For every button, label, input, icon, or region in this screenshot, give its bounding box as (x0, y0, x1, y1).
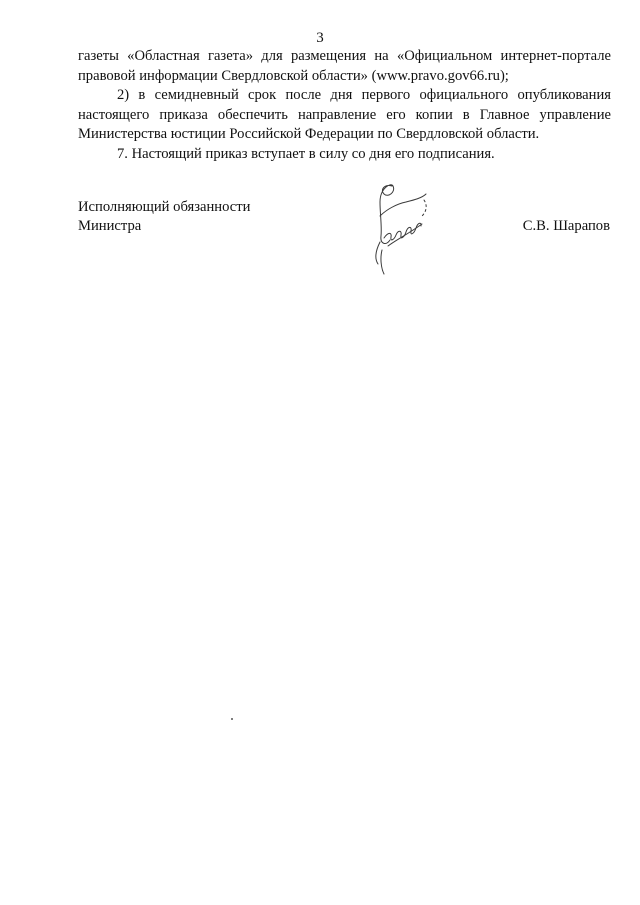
signatory-position-line-1: Исполняющий обязанности (78, 199, 251, 215)
signatory-position-line-2: Министра (78, 218, 142, 234)
scan-speck (231, 718, 233, 720)
paragraph-item-2: 2) в семидневный срок после дня первого официального опубликования настоящего приказа обеспечить направление его копии в Главное управление Министерства юстиции Российской Федерации по Свердловской области. (78, 87, 611, 142)
signatory-name: С.В. Шарапов (522, 218, 610, 234)
handwritten-signature-icon (366, 180, 436, 276)
signatory-position (78, 198, 250, 236)
paragraph-continuation: газеты «Областная газета» для размещения на «Официальном интернет-портале правовой информации Свердловской области» (www.pravo.gov66.ru); (78, 48, 611, 84)
paragraph-item-7: 7. Настоящий приказ вступает в силу со дня его подписания. (117, 145, 495, 162)
document-body (78, 47, 611, 164)
page-number: 3 (316, 30, 324, 46)
